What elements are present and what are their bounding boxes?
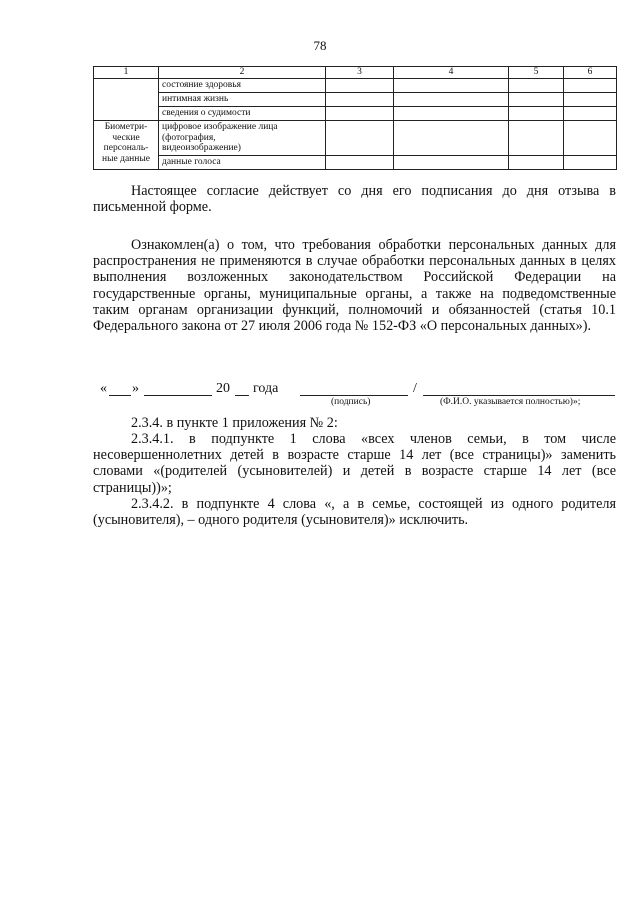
table-row [94,107,617,121]
name-caption: (Ф.И.О. указывается полностью)»; [440,397,581,407]
acquainted-paragraph: Ознакомлен(а) о том, что требования обработки персональных данных для распространения не применяются в случае обработки персональных данных в целях выполнения возложенных законодательством Российской Федерации на государственные органы, муниципальные органы, а также на подведомственные таким органам организации функций, полномочий и обязанностей (статья 10.1 Федерального закона от 27 июля 2006 года № 152-ФЗ «О персональных данных»). [93,237,616,335]
slash: / [413,381,417,396]
biometric-category-cell: Биометри- ческие персональ- ные данные [94,121,159,170]
consent-paragraph: Настоящее согласие действует со дня его подписания до дня отзыва в письменной форме. [93,183,616,216]
header-cell: 6 [564,67,617,79]
header-cell: 3 [326,67,394,79]
date-quote-open: « [100,381,107,396]
empty-category-cell [94,79,159,121]
table-row [94,155,617,169]
date-quote-close: » [132,381,139,396]
table-row [94,121,617,156]
data-item-cell: интимная жизнь [159,93,326,107]
header-cell: 4 [394,67,509,79]
table-header-row [94,67,617,79]
year-blank [235,381,249,396]
signature-blank [300,381,408,396]
amendment-2-3-4: 2.3.4. в пункте 1 приложения № 2: [131,415,338,431]
data-item-cell: цифровое изображение лица (фотография, видеоизображение) [159,121,326,156]
header-cell: 1 [94,67,159,79]
data-item-cell: состояние здоровья [159,79,326,93]
signature-caption: (подпись) [331,397,371,407]
year-suffix: года [253,381,279,396]
amendment-2-3-4-2: 2.3.4.2. в подпункте 4 слова «, а в семье, состоящей из одного родителя (усыновителя), – одного родителя (усыновителя)» исключить. [93,496,616,529]
personal-data-table [93,66,617,170]
header-cell: 2 [159,67,326,79]
full-name-blank [423,381,615,396]
table-row [94,93,617,107]
year-prefix: 20 [216,381,230,396]
amendment-2-3-4-1: 2.3.4.1. в подпункте 1 слова «всех членов семьи, в том числе несовершеннолетних детей в возрасте старше 14 лет (все страницы)» заменить словами «(родителей (усыновителей) и детей в возрасте старше 14 лет (все страницы))»; [93,431,616,496]
page-number: 78 [313,38,327,53]
table-row [94,79,617,93]
data-item-cell: сведения о судимости [159,107,326,121]
day-blank [109,381,131,396]
data-item-cell: данные голоса [159,155,326,169]
header-cell: 5 [509,67,564,79]
month-blank [144,381,212,396]
